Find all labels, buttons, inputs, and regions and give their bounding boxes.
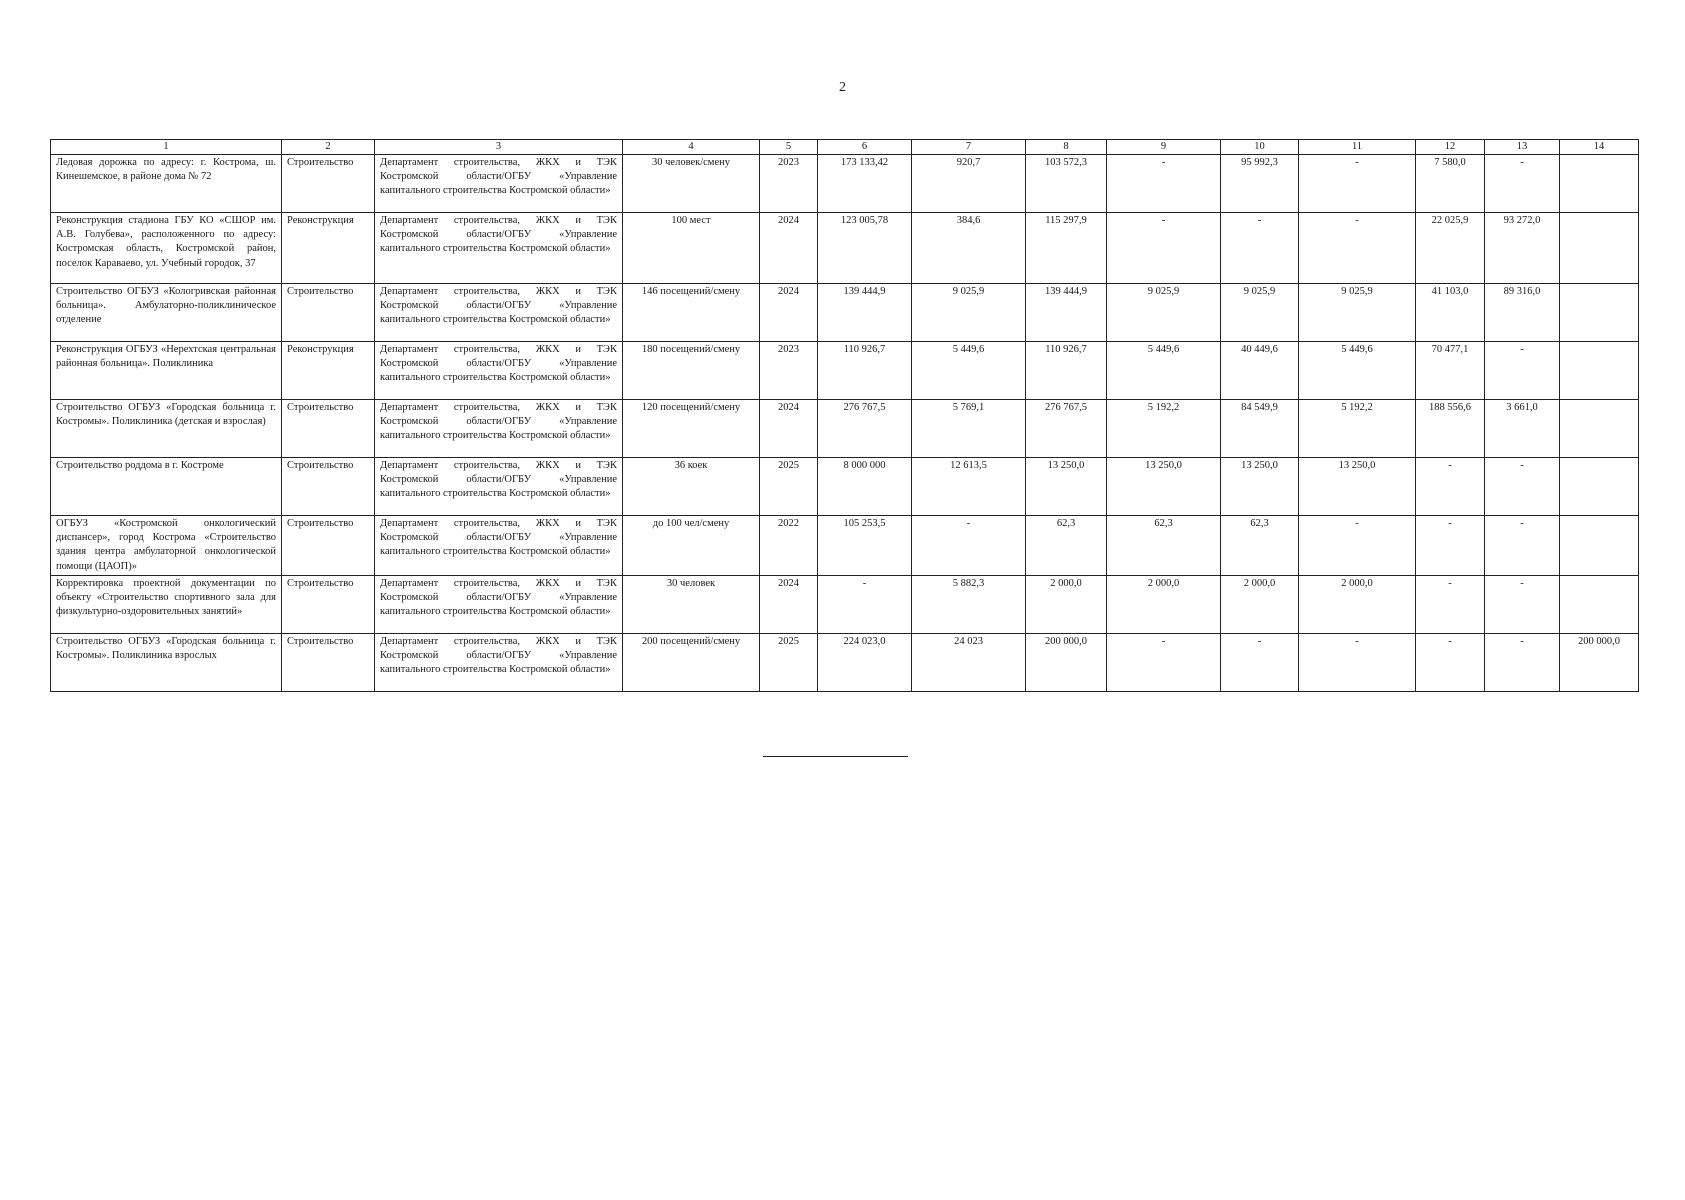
value-cell: 13 250,0	[1026, 458, 1107, 516]
object-name: Реконструкция ОГБУЗ «Нерехтская центральная районная больница». Поликлиника	[51, 342, 282, 400]
customer: Департамент строительства, ЖКХ и ТЭК Костромской области/ОГБУ «Управление капитального строительства Костромской области»	[375, 633, 623, 691]
value-cell: -	[1299, 213, 1416, 284]
column-header: 14	[1560, 140, 1639, 155]
value-cell: 3 661,0	[1485, 400, 1560, 458]
column-header: 3	[375, 140, 623, 155]
work-type: Строительство	[282, 458, 375, 516]
value-cell: 13 250,0	[1299, 458, 1416, 516]
column-header: 8	[1026, 140, 1107, 155]
year: 2025	[760, 458, 818, 516]
value-cell: 103 572,3	[1026, 155, 1107, 213]
customer: Департамент строительства, ЖКХ и ТЭК Костромской области/ОГБУ «Управление капитального строительства Костромской области»	[375, 575, 623, 633]
column-header: 1	[51, 140, 282, 155]
capacity: 146 посещений/смену	[623, 284, 760, 342]
value-cell: -	[1107, 155, 1221, 213]
object-name: Строительство ОГБУЗ «Городская больница г. Костромы». Поликлиника взрослых	[51, 633, 282, 691]
value-cell: -	[1221, 213, 1299, 284]
year: 2024	[760, 213, 818, 284]
value-cell: -	[1299, 633, 1416, 691]
capacity: 120 посещений/смену	[623, 400, 760, 458]
work-type: Строительство	[282, 155, 375, 213]
column-header: 4	[623, 140, 760, 155]
year: 2023	[760, 155, 818, 213]
value-cell: 2 000,0	[1107, 575, 1221, 633]
value-cell: 5 882,3	[912, 575, 1026, 633]
value-cell: 2 000,0	[1299, 575, 1416, 633]
value-cell: 276 767,5	[1026, 400, 1107, 458]
value-cell: 188 556,6	[1416, 400, 1485, 458]
column-header: 5	[760, 140, 818, 155]
value-cell: 9 025,9	[912, 284, 1026, 342]
capacity: 30 человек/смену	[623, 155, 760, 213]
table-row	[51, 342, 1639, 400]
column-number-row	[51, 140, 1639, 155]
value-cell: 62,3	[1107, 516, 1221, 576]
capacity: 30 человек	[623, 575, 760, 633]
work-type: Строительство	[282, 284, 375, 342]
customer: Департамент строительства, ЖКХ и ТЭК Костромской области/ОГБУ «Управление капитального строительства Костромской области»	[375, 458, 623, 516]
value-cell: -	[1485, 633, 1560, 691]
value-cell: 139 444,9	[1026, 284, 1107, 342]
value-cell: 2 000,0	[1026, 575, 1107, 633]
capacity: 180 посещений/смену	[623, 342, 760, 400]
column-header: 9	[1107, 140, 1221, 155]
value-cell: 41 103,0	[1416, 284, 1485, 342]
value-cell: 5 449,6	[1107, 342, 1221, 400]
column-header: 6	[818, 140, 912, 155]
object-name: Строительство ОГБУЗ «Городская больница г. Костромы». Поликлиника (детская и взрослая)	[51, 400, 282, 458]
capacity: 36 коек	[623, 458, 760, 516]
value-cell: 123 005,78	[818, 213, 912, 284]
value-cell: 95 992,3	[1221, 155, 1299, 213]
object-name: Ледовая дорожка по адресу: г. Кострома, ш. Кинешемское, в районе дома № 72	[51, 155, 282, 213]
value-cell: 93 272,0	[1485, 213, 1560, 284]
value-cell: -	[1416, 516, 1485, 576]
value-cell: 13 250,0	[1107, 458, 1221, 516]
table-row	[51, 400, 1639, 458]
value-cell: 40 449,6	[1221, 342, 1299, 400]
value-cell: -	[818, 575, 912, 633]
value-cell: 276 767,5	[818, 400, 912, 458]
value-cell	[1560, 575, 1639, 633]
value-cell: 110 926,7	[818, 342, 912, 400]
value-cell: 5 769,1	[912, 400, 1026, 458]
object-name: Реконструкция стадиона ГБУ КО «СШОР им. А.В. Голубева», расположенного по адресу: Костромская область, Костромской район, поселок Караваево, ул. Учебный городок, 37	[51, 213, 282, 284]
table-row	[51, 213, 1639, 284]
end-of-document-rule	[763, 756, 908, 757]
value-cell: 920,7	[912, 155, 1026, 213]
column-header: 10	[1221, 140, 1299, 155]
value-cell: 200 000,0	[1026, 633, 1107, 691]
value-cell: 12 613,5	[912, 458, 1026, 516]
value-cell: -	[1416, 633, 1485, 691]
value-cell: 105 253,5	[818, 516, 912, 576]
column-header: 11	[1299, 140, 1416, 155]
object-name: Строительство роддома в г. Костроме	[51, 458, 282, 516]
object-name: Строительство ОГБУЗ «Кологривская районная больница». Амбулаторно-поликлиническое отделение	[51, 284, 282, 342]
value-cell: -	[1299, 516, 1416, 576]
value-cell: 62,3	[1026, 516, 1107, 576]
value-cell: 5 192,2	[1107, 400, 1221, 458]
object-name: ОГБУЗ «Костромской онкологический диспансер», город Кострома «Строительство здания центра амбулаторной онкологической помощи (ЦАОП)»	[51, 516, 282, 576]
object-name: Корректировка проектной документации по объекту «Строительство спортивного зала для физкультурно-оздоровительных занятий»	[51, 575, 282, 633]
work-type: Реконструкция	[282, 213, 375, 284]
value-cell: 384,6	[912, 213, 1026, 284]
column-header: 2	[282, 140, 375, 155]
value-cell: 9 025,9	[1299, 284, 1416, 342]
customer: Департамент строительства, ЖКХ и ТЭК Костромской области/ОГБУ «Управление капитального строительства Костромской области»	[375, 213, 623, 284]
value-cell: 9 025,9	[1107, 284, 1221, 342]
value-cell: 70 477,1	[1416, 342, 1485, 400]
value-cell: 89 316,0	[1485, 284, 1560, 342]
value-cell: -	[1299, 155, 1416, 213]
table-row	[51, 458, 1639, 516]
column-header: 12	[1416, 140, 1485, 155]
year: 2023	[760, 342, 818, 400]
year: 2024	[760, 284, 818, 342]
table-row	[51, 575, 1639, 633]
work-type: Реконструкция	[282, 342, 375, 400]
customer: Департамент строительства, ЖКХ и ТЭК Костромской области/ОГБУ «Управление капитального строительства Костромской области»	[375, 400, 623, 458]
value-cell	[1560, 284, 1639, 342]
value-cell: -	[1485, 458, 1560, 516]
value-cell: 224 023,0	[818, 633, 912, 691]
work-type: Строительство	[282, 400, 375, 458]
value-cell: 139 444,9	[818, 284, 912, 342]
year: 2024	[760, 575, 818, 633]
capacity: 100 мест	[623, 213, 760, 284]
value-cell: 62,3	[1221, 516, 1299, 576]
capacity: до 100 чел/смену	[623, 516, 760, 576]
table-row	[51, 516, 1639, 576]
table-row	[51, 284, 1639, 342]
customer: Департамент строительства, ЖКХ и ТЭК Костромской области/ОГБУ «Управление капитального строительства Костромской области»	[375, 284, 623, 342]
column-header: 7	[912, 140, 1026, 155]
value-cell	[1560, 458, 1639, 516]
value-cell: -	[1221, 633, 1299, 691]
capacity: 200 посещений/смену	[623, 633, 760, 691]
value-cell: -	[1485, 516, 1560, 576]
value-cell: 110 926,7	[1026, 342, 1107, 400]
value-cell: 84 549,9	[1221, 400, 1299, 458]
value-cell: -	[1485, 342, 1560, 400]
year: 2024	[760, 400, 818, 458]
value-cell: 200 000,0	[1560, 633, 1639, 691]
value-cell	[1560, 213, 1639, 284]
value-cell: 22 025,9	[1416, 213, 1485, 284]
page-number: 2	[839, 80, 846, 95]
value-cell: 13 250,0	[1221, 458, 1299, 516]
work-type: Строительство	[282, 633, 375, 691]
value-cell: -	[1107, 633, 1221, 691]
customer: Департамент строительства, ЖКХ и ТЭК Костромской области/ОГБУ «Управление капитального строительства Костромской области»	[375, 516, 623, 576]
value-cell: 173 133,42	[818, 155, 912, 213]
value-cell: -	[1485, 575, 1560, 633]
customer: Департамент строительства, ЖКХ и ТЭК Костромской области/ОГБУ «Управление капитального строительства Костромской области»	[375, 155, 623, 213]
value-cell: -	[912, 516, 1026, 576]
value-cell: -	[1485, 155, 1560, 213]
table-row	[51, 155, 1639, 213]
value-cell	[1560, 155, 1639, 213]
column-header: 13	[1485, 140, 1560, 155]
work-type: Строительство	[282, 516, 375, 576]
value-cell: -	[1416, 575, 1485, 633]
customer: Департамент строительства, ЖКХ и ТЭК Костромской области/ОГБУ «Управление капитального строительства Костромской области»	[375, 342, 623, 400]
value-cell: 115 297,9	[1026, 213, 1107, 284]
value-cell: 5 449,6	[912, 342, 1026, 400]
year: 2025	[760, 633, 818, 691]
value-cell: 24 023	[912, 633, 1026, 691]
value-cell: 7 580,0	[1416, 155, 1485, 213]
objects-table	[50, 139, 1639, 692]
value-cell: 5 449,6	[1299, 342, 1416, 400]
value-cell: 8 000 000	[818, 458, 912, 516]
value-cell: 9 025,9	[1221, 284, 1299, 342]
year: 2022	[760, 516, 818, 576]
value-cell: 2 000,0	[1221, 575, 1299, 633]
value-cell	[1560, 400, 1639, 458]
value-cell: -	[1107, 213, 1221, 284]
value-cell	[1560, 342, 1639, 400]
value-cell: -	[1416, 458, 1485, 516]
table-row	[51, 633, 1639, 691]
value-cell	[1560, 516, 1639, 576]
value-cell: 5 192,2	[1299, 400, 1416, 458]
work-type: Строительство	[282, 575, 375, 633]
